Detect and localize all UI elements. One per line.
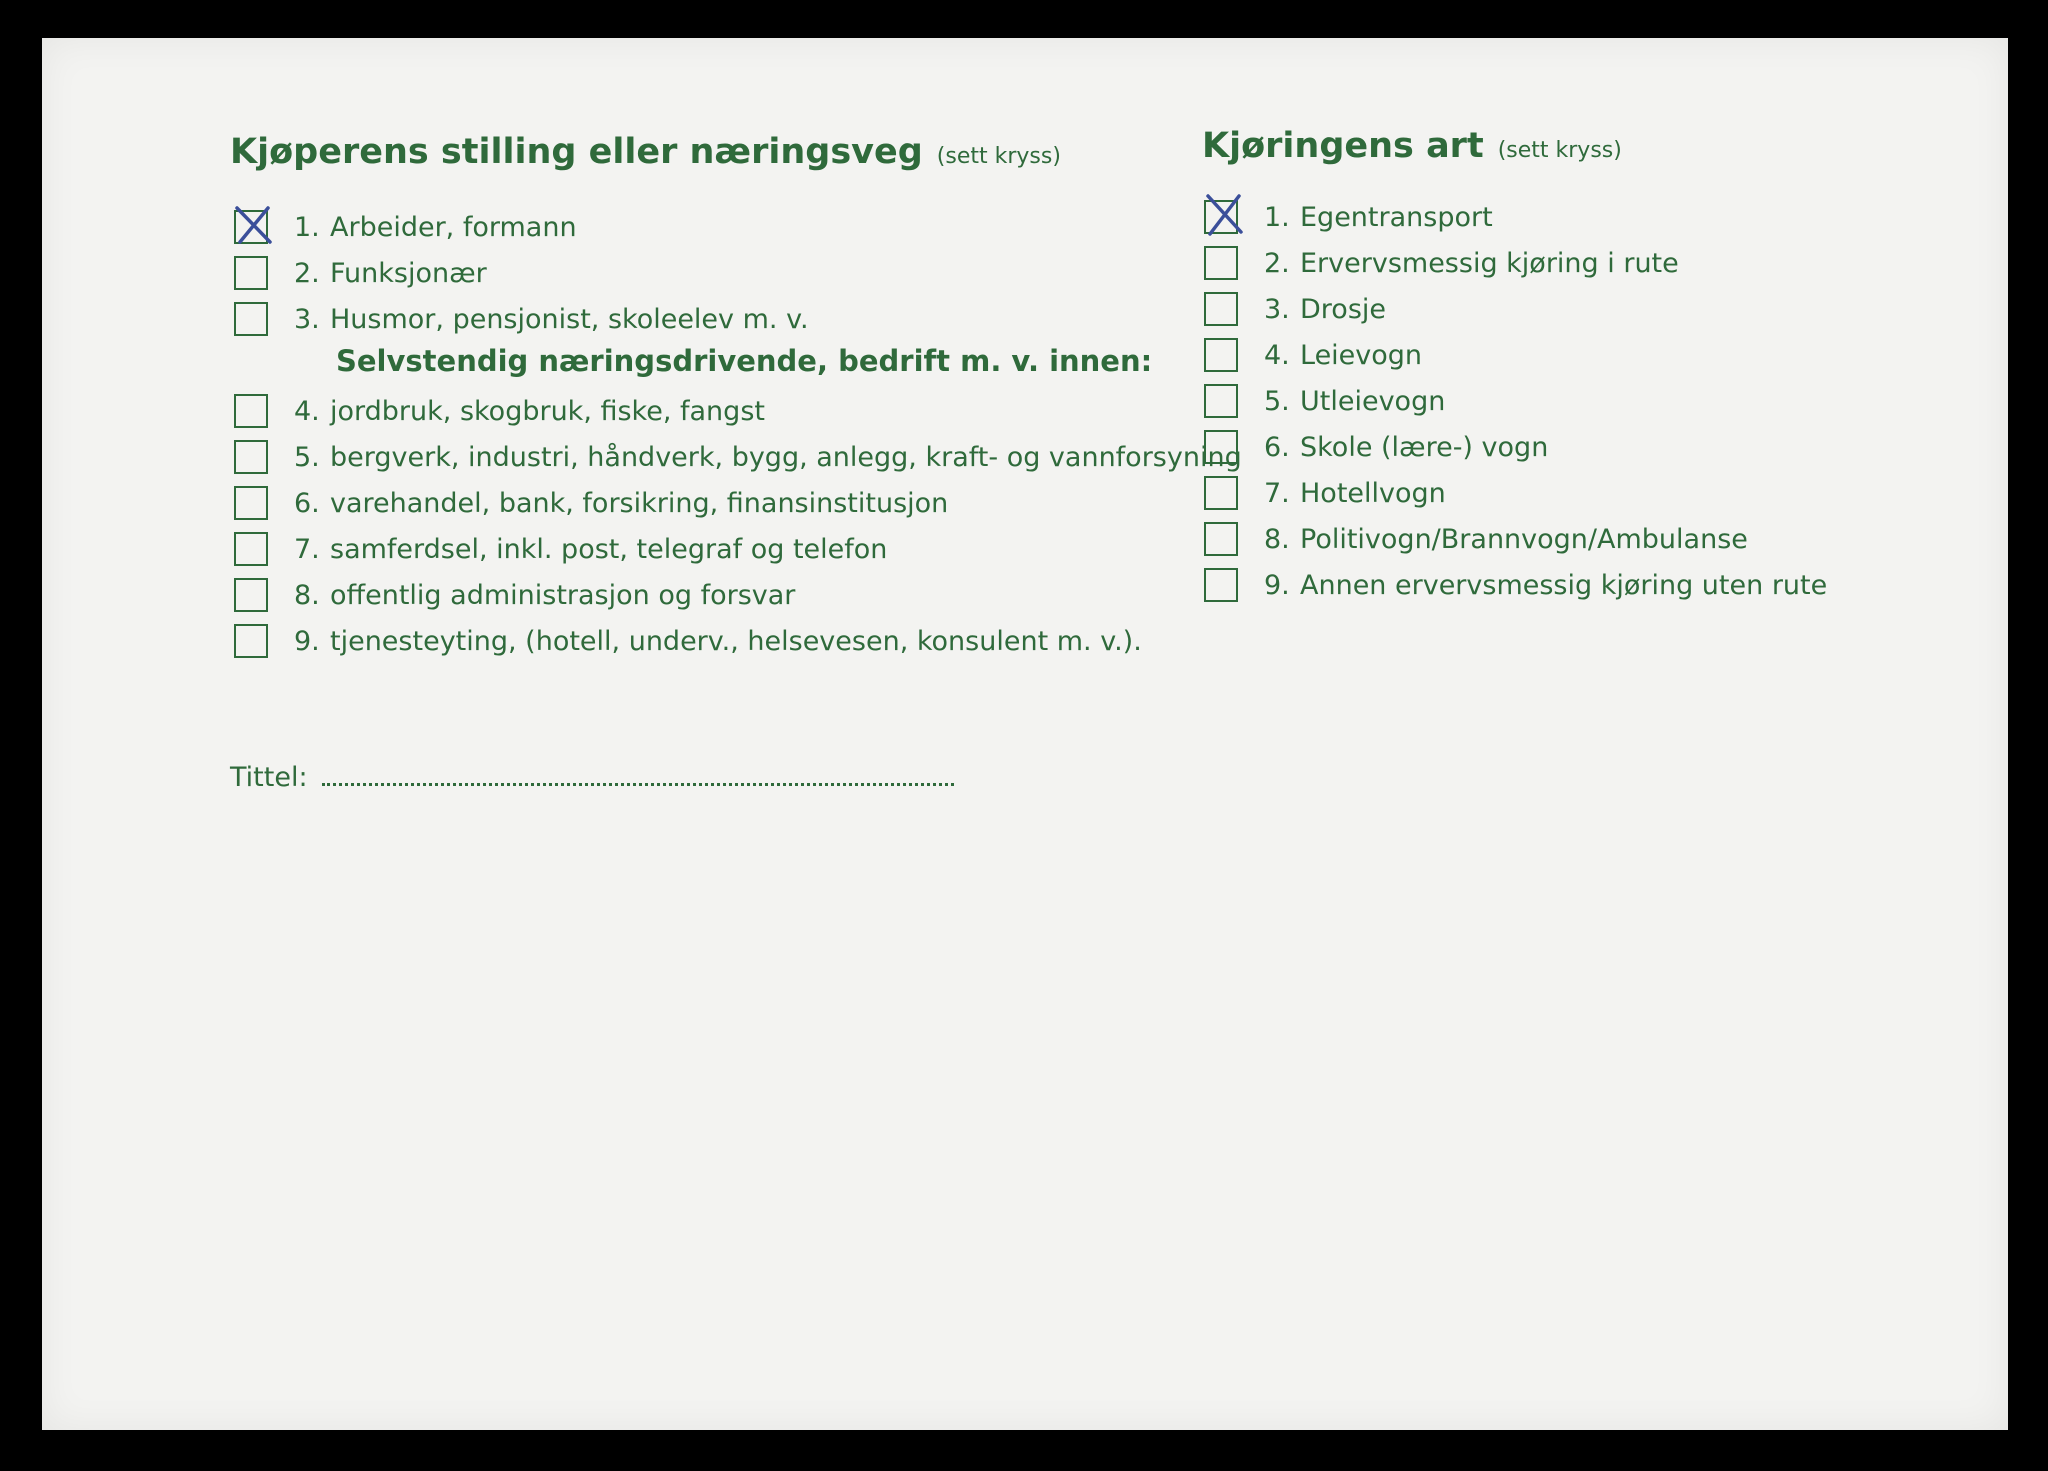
checkbox[interactable] bbox=[234, 256, 268, 290]
left-option-6[interactable] bbox=[234, 486, 948, 520]
checkbox[interactable] bbox=[1204, 568, 1238, 602]
left-option-3[interactable] bbox=[234, 302, 809, 336]
checkbox[interactable] bbox=[1204, 246, 1238, 280]
option-number: 3. bbox=[1264, 293, 1290, 325]
option-number: 8. bbox=[294, 579, 320, 611]
option-label: Egentransport bbox=[1300, 201, 1493, 233]
left-option-7[interactable] bbox=[234, 532, 887, 566]
option-number: 3. bbox=[294, 303, 320, 335]
option-number: 9. bbox=[294, 625, 320, 657]
checkbox[interactable] bbox=[234, 578, 268, 612]
option-number: 1. bbox=[1264, 201, 1290, 233]
checkbox[interactable] bbox=[1204, 476, 1238, 510]
option-number: 6. bbox=[294, 487, 320, 519]
option-label: Politivogn/Brannvogn/Ambulanse bbox=[1300, 523, 1748, 555]
option-label: samferdsel, inkl. post, telegraf og telefon bbox=[330, 533, 888, 565]
right-option-9[interactable] bbox=[1204, 568, 1827, 602]
option-label: Drosje bbox=[1300, 293, 1386, 325]
right-option-2[interactable] bbox=[1204, 246, 1679, 280]
option-label: Husmor, pensjonist, skoleelev m. v. bbox=[330, 303, 809, 335]
option-label: offentlig administrasjon og forsvar bbox=[330, 579, 796, 611]
checkbox[interactable] bbox=[234, 486, 268, 520]
checkbox[interactable] bbox=[1204, 292, 1238, 326]
option-label: Arbeider, formann bbox=[330, 211, 577, 243]
left-subheading: Selvstendig næringsdrivende, bedrift m. v. innen: bbox=[336, 344, 1153, 378]
right-option-6[interactable] bbox=[1204, 430, 1548, 464]
title-field[interactable] bbox=[230, 762, 954, 793]
option-label: Skole (lære-) vogn bbox=[1300, 431, 1549, 463]
right-heading-text: Kjøringens art bbox=[1202, 126, 1484, 166]
right-option-3[interactable] bbox=[1204, 292, 1386, 326]
checkbox[interactable] bbox=[234, 624, 268, 658]
left-heading bbox=[230, 132, 1061, 172]
option-number: 8. bbox=[1264, 523, 1290, 555]
checkbox[interactable] bbox=[234, 532, 268, 566]
title-label: Tittel: bbox=[230, 762, 308, 793]
left-option-2[interactable] bbox=[234, 256, 487, 290]
checkbox[interactable] bbox=[1204, 384, 1238, 418]
checkbox[interactable] bbox=[234, 210, 268, 244]
option-label: Utleievogn bbox=[1300, 385, 1446, 417]
option-label: Leievogn bbox=[1300, 339, 1423, 371]
option-label: bergverk, industri, håndverk, bygg, anlegg, kraft- og vannforsyning bbox=[330, 441, 1242, 473]
checkbox[interactable] bbox=[234, 440, 268, 474]
option-number: 7. bbox=[294, 533, 320, 565]
option-number: 2. bbox=[1264, 247, 1290, 279]
option-label: tjenesteyting, (hotell, underv., helsevesen, konsulent m. v.). bbox=[330, 625, 1142, 657]
left-heading-hint: (sett kryss) bbox=[936, 144, 1061, 169]
left-option-8[interactable] bbox=[234, 578, 795, 612]
checkmark-x-icon bbox=[234, 202, 274, 248]
right-option-5[interactable] bbox=[1204, 384, 1445, 418]
checkbox[interactable] bbox=[1204, 522, 1238, 556]
option-number: 9. bbox=[1264, 569, 1290, 601]
right-heading bbox=[1202, 126, 1622, 166]
left-option-4[interactable] bbox=[234, 394, 765, 428]
checkbox[interactable] bbox=[1204, 430, 1238, 464]
option-number: 1. bbox=[294, 211, 320, 243]
left-option-9[interactable] bbox=[234, 624, 1142, 658]
left-option-1[interactable] bbox=[234, 210, 577, 244]
option-label: Hotellvogn bbox=[1300, 477, 1446, 509]
option-number: 4. bbox=[1264, 339, 1290, 371]
option-number: 5. bbox=[1264, 385, 1290, 417]
option-number: 2. bbox=[294, 257, 320, 289]
checkbox[interactable] bbox=[1204, 338, 1238, 372]
right-option-4[interactable] bbox=[1204, 338, 1422, 372]
right-heading-hint: (sett kryss) bbox=[1497, 138, 1622, 163]
title-dotted-line[interactable] bbox=[322, 777, 954, 786]
right-option-8[interactable] bbox=[1204, 522, 1748, 556]
checkbox[interactable] bbox=[234, 394, 268, 428]
option-label: Ervervsmessig kjøring i rute bbox=[1300, 247, 1679, 279]
checkbox[interactable] bbox=[234, 302, 268, 336]
option-number: 4. bbox=[294, 395, 320, 427]
option-number: 7. bbox=[1264, 477, 1290, 509]
option-label: jordbruk, skogbruk, fiske, fangst bbox=[330, 395, 765, 427]
checkbox[interactable] bbox=[1204, 200, 1238, 234]
left-option-5[interactable] bbox=[234, 440, 1242, 474]
right-option-1[interactable] bbox=[1204, 200, 1493, 234]
option-number: 6. bbox=[1264, 431, 1290, 463]
option-number: 5. bbox=[294, 441, 320, 473]
option-label: varehandel, bank, forsikring, finansinstitusjon bbox=[330, 487, 949, 519]
checkmark-x-icon bbox=[1204, 192, 1244, 238]
form-sheet bbox=[42, 38, 2008, 1430]
option-label: Annen ervervsmessig kjøring uten rute bbox=[1300, 569, 1828, 601]
right-option-7[interactable] bbox=[1204, 476, 1446, 510]
left-heading-text: Kjøperens stilling eller næringsveg bbox=[230, 132, 923, 172]
option-label: Funksjonær bbox=[330, 257, 487, 289]
